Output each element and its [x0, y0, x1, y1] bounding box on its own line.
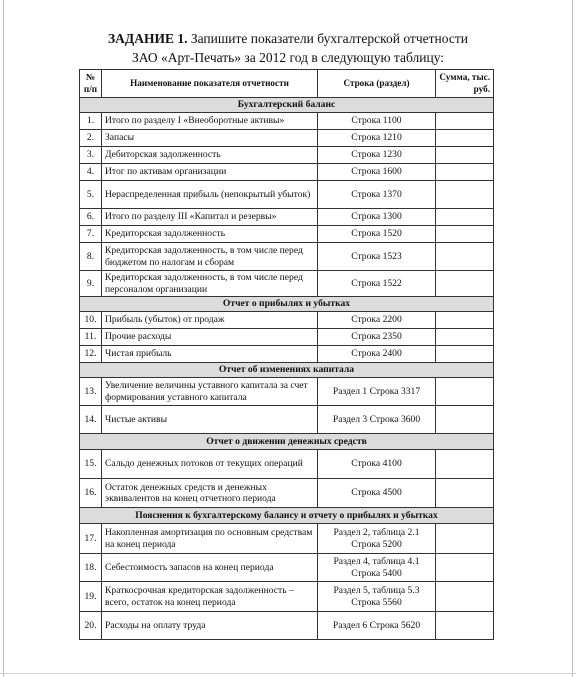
report-line: Раздел 2, таблица 2.1 Строка 5200 [318, 524, 436, 554]
report-line: Строка 1600 [318, 164, 436, 181]
row-number: 17. [80, 524, 102, 554]
table-row [80, 164, 494, 181]
sum-cell [436, 113, 494, 130]
section-title: Отчет о прибылях и убытках [80, 297, 494, 312]
table-row [80, 271, 494, 297]
table-row [80, 113, 494, 130]
report-line: Раздел 6 Строка 5620 [318, 612, 436, 640]
table-row [80, 582, 494, 612]
sum-cell [436, 130, 494, 147]
report-line: Строка 1210 [318, 130, 436, 147]
row-number: 7. [80, 226, 102, 243]
sum-cell [436, 346, 494, 363]
sum-cell [436, 312, 494, 329]
task-title-text: Запишите показатели бухгалтерской отчетности [187, 31, 468, 46]
report-line: Строка 1230 [318, 147, 436, 164]
row-number: 19. [80, 582, 102, 612]
indicator-name: Кредиторская задолженность, в том числе перед бюджетом по налогам и сборам [102, 243, 318, 271]
row-number: 18. [80, 554, 102, 582]
report-line: Строка 4100 [318, 450, 436, 479]
indicator-name: Краткосрочная кредиторская задолженность – всего, остаток на конец периода [102, 582, 318, 612]
report-line: Строка 4500 [318, 479, 436, 508]
indicator-name: Запасы [102, 130, 318, 147]
table-row [80, 226, 494, 243]
indicator-name: Себестоимость запасов на конец периода [102, 554, 318, 582]
table-row [80, 612, 494, 640]
table-row [80, 524, 494, 554]
row-number: 12. [80, 346, 102, 363]
indicator-name: Дебиторская задолженность [102, 147, 318, 164]
row-number: 13. [80, 378, 102, 406]
section-title: Отчет о движении денежных средств [80, 434, 494, 450]
sum-cell [436, 450, 494, 479]
sum-cell [436, 554, 494, 582]
indicators-table [79, 69, 494, 640]
task-title-line-2: ЗАО «Арт-Печать» за 2012 год в следующую таблицу: [131, 50, 445, 65]
report-line: Строка 2350 [318, 329, 436, 346]
header-name: Наименование показателя отчетности [102, 70, 318, 98]
section-title: Бухгалтерский баланс [80, 98, 494, 113]
indicator-name: Итог по активам организации [102, 164, 318, 181]
sum-cell [436, 378, 494, 406]
row-number: 3. [80, 147, 102, 164]
indicator-name: Кредиторская задолженность [102, 226, 318, 243]
row-number: 11. [80, 329, 102, 346]
sum-cell [436, 271, 494, 297]
page-edge-left [3, 0, 4, 677]
row-number: 2. [80, 130, 102, 147]
table-body [80, 98, 494, 640]
row-number: 6. [80, 209, 102, 226]
report-line: Строка 1522 [318, 271, 436, 297]
sum-cell [436, 524, 494, 554]
indicator-name: Остаток денежных средств и денежных эквивалентов на конец отчетного периода [102, 479, 318, 508]
indicator-name: Прочие расходы [102, 329, 318, 346]
indicator-name: Итого по разделу III «Капитал и резервы» [102, 209, 318, 226]
table-header-row [80, 70, 494, 98]
sum-cell [436, 612, 494, 640]
report-line: Раздел 3 Строка 3600 [318, 406, 436, 434]
page-edge-bottom [0, 673, 576, 674]
table-row [80, 554, 494, 582]
report-line: Раздел 5, таблица 5.3 Строка 5560 [318, 582, 436, 612]
table-row [80, 130, 494, 147]
report-line: Строка 1100 [318, 113, 436, 130]
table-row [80, 406, 494, 434]
sum-cell [436, 582, 494, 612]
indicator-name: Нераспределенная прибыль (непокрытый убыток) [102, 181, 318, 209]
indicator-name: Чистая прибыль [102, 346, 318, 363]
sum-cell [436, 329, 494, 346]
report-line: Раздел 1 Строка 3317 [318, 378, 436, 406]
table-row [80, 312, 494, 329]
section-header-row [80, 297, 494, 312]
sum-cell [436, 479, 494, 508]
header-row: Строка (раздел) [318, 70, 436, 98]
section-header-row [80, 508, 494, 524]
task-title-line-1 [0, 31, 576, 47]
table-row [80, 181, 494, 209]
report-line: Строка 2400 [318, 346, 436, 363]
indicator-name: Накопленная амортизация по основным средствам на конец периода [102, 524, 318, 554]
section-header-row [80, 434, 494, 450]
sum-cell [436, 226, 494, 243]
header-sum: Сумма, тыс. руб. [436, 70, 494, 98]
sum-cell [436, 406, 494, 434]
row-number: 5. [80, 181, 102, 209]
table-row [80, 243, 494, 271]
report-line: Строка 1300 [318, 209, 436, 226]
table-row [80, 346, 494, 363]
indicator-name: Увеличение величины уставного капитала за счет формирования уставного капитала [102, 378, 318, 406]
indicator-name: Итого по разделу I «Внеоборотные активы» [102, 113, 318, 130]
row-number: 20. [80, 612, 102, 640]
table-row [80, 479, 494, 508]
report-line: Строка 1370 [318, 181, 436, 209]
sum-cell [436, 181, 494, 209]
header-num: № п/п [80, 70, 102, 98]
report-line: Строка 1523 [318, 243, 436, 271]
row-number: 16. [80, 479, 102, 508]
table-row [80, 147, 494, 164]
indicator-name: Кредиторская задолженность, в том числе перед персоналом организации [102, 271, 318, 297]
table-row [80, 450, 494, 479]
section-header-row [80, 98, 494, 113]
indicator-name: Прибыль (убыток) от продаж [102, 312, 318, 329]
task-label: ЗАДАНИЕ 1. [108, 31, 188, 46]
indicator-name: Расходы на оплату труда [102, 612, 318, 640]
sum-cell [436, 209, 494, 226]
row-number: 8. [80, 243, 102, 271]
table-row [80, 378, 494, 406]
sum-cell [436, 243, 494, 271]
indicator-name: Сальдо денежных потоков от текущих операций [102, 450, 318, 479]
section-header-row [80, 363, 494, 378]
sum-cell [436, 164, 494, 181]
row-number: 9. [80, 271, 102, 297]
report-line: Строка 2200 [318, 312, 436, 329]
indicator-name: Чистые активы [102, 406, 318, 434]
row-number: 4. [80, 164, 102, 181]
report-line: Раздел 4, таблица 4.1 Строка 5400 [318, 554, 436, 582]
page-edge-right [572, 0, 573, 677]
row-number: 1. [80, 113, 102, 130]
section-title: Отчет об изменениях капитала [80, 363, 494, 378]
report-line: Строка 1520 [318, 226, 436, 243]
sum-cell [436, 147, 494, 164]
table-row [80, 329, 494, 346]
row-number: 10. [80, 312, 102, 329]
row-number: 14. [80, 406, 102, 434]
section-title: Пояснения к бухгалтерскому балансу и отчету о прибылях и убытках [80, 508, 494, 524]
table-row [80, 209, 494, 226]
row-number: 15. [80, 450, 102, 479]
